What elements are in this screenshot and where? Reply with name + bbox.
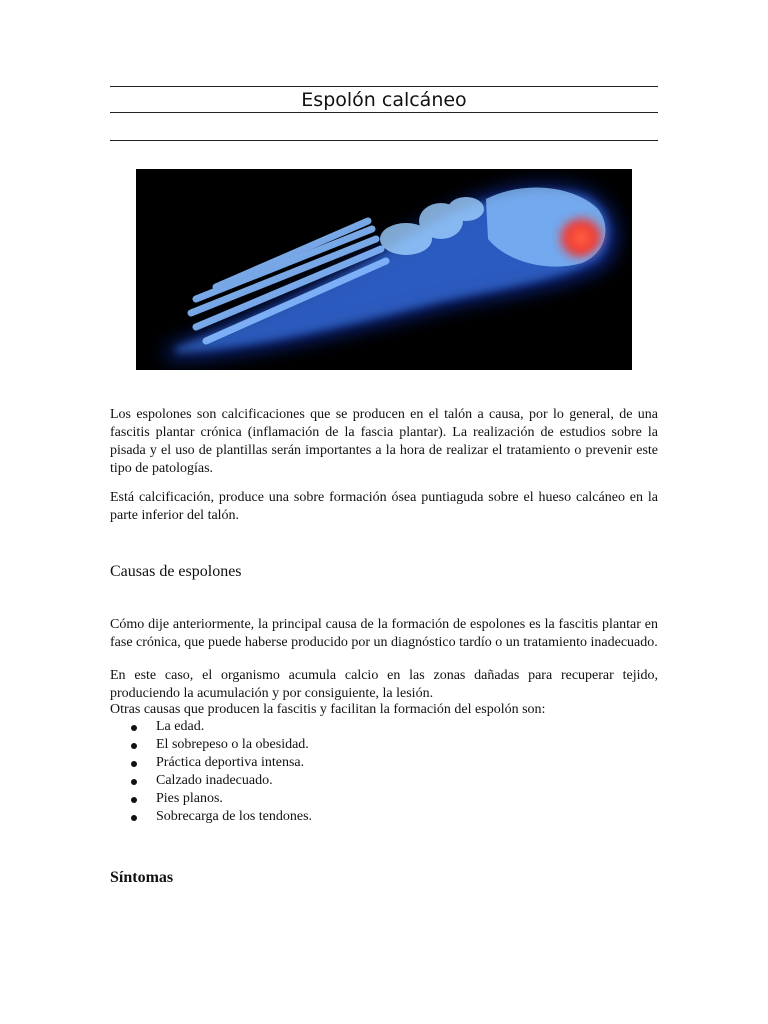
list-item [110,790,312,808]
causes-paragraph-1: Cómo dije anteriormente, la principal causa de la formación de espolones es la fascitis plantar en fase crónica, que puede haberse producido por un diagnóstico tardío o un tratamiento inadecuado. [110,617,658,650]
list-item [110,808,312,826]
bullet-icon [131,743,137,749]
causes-list [110,718,312,826]
intro-paragraph-1: Los espolones son calcificaciones que se producen en el talón a causa, por lo general, de una fascitis plantar crónica (inflamación de la fascia plantar). La realización de estudios sobre la pisada y el uso de plantillas serán importantes a la hora de realizar el tratamiento o prevenir este tipo de patologías. [110,407,658,476]
bullet-icon [131,797,137,803]
title-underline [110,112,658,113]
document-title: Espolón calcáneo [301,89,467,111]
list-item [110,736,312,754]
intro-paragraph-2: Está calcificación, produce una sobre formación ósea puntiaguda sobre el hueso calcáneo en la parte inferior del talón. [110,490,658,523]
list-item-text: Sobrecarga de los tendones. [156,809,313,824]
top-rule [110,86,658,87]
section-rule [110,140,658,141]
list-item [110,718,312,736]
list-item-text: Calzado inadecuado. [156,773,273,788]
list-item-text: Práctica deportiva intensa. [156,755,305,770]
bullet-icon [131,815,137,821]
bullet-icon [131,761,137,767]
symptoms-heading: Síntomas [110,869,174,886]
causes-paragraph-3: Otras causas que producen la fascitis y facilitan la formación del espolón son: [110,702,546,717]
list-item [110,754,312,772]
list-item-text: Pies planos. [156,791,223,806]
list-item-text: La edad. [156,719,205,734]
bullet-icon [131,725,137,731]
bullet-icon [131,779,137,785]
causes-paragraph-2: En este caso, el organismo acumula calcio en las zonas dañadas para recuperar tejido, produciendo la acumulación y por consiguiente, la lesión. [110,668,658,701]
list-item [110,772,312,790]
causes-heading: Causas de espolones [110,563,242,580]
foot-xray-svg [136,169,632,370]
list-item-text: El sobrepeso o la obesidad. [156,737,309,752]
foot-xray-image [136,169,632,370]
